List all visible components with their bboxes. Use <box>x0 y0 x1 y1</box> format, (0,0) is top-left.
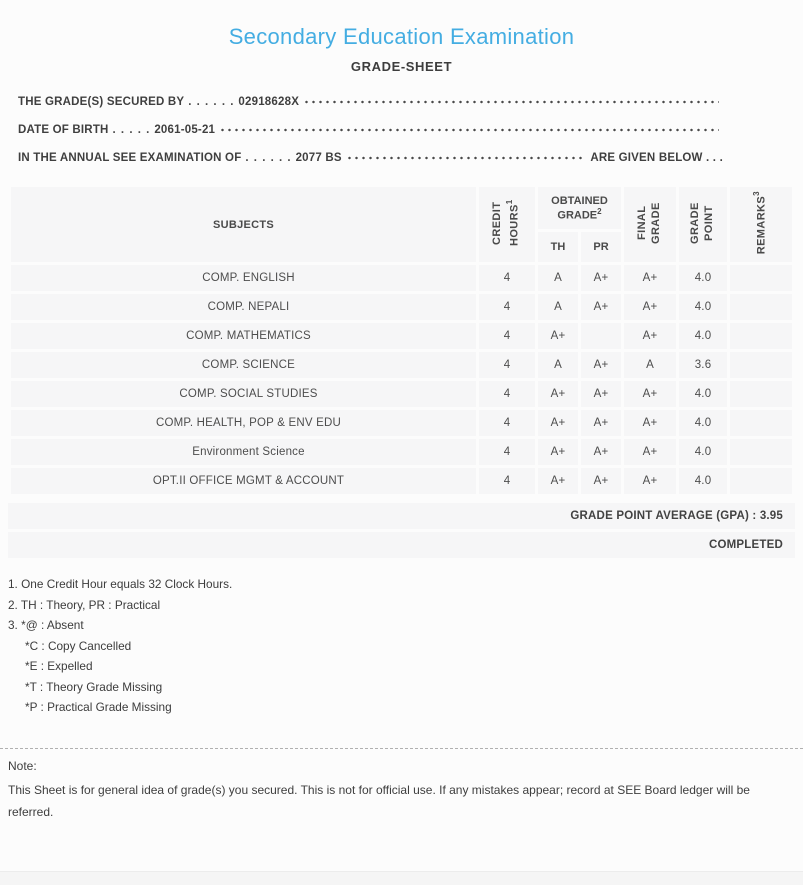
cell-subject: COMP. NEPALI <box>11 294 476 320</box>
cell-practical-grade: A+ <box>581 439 621 465</box>
column-header-theory: TH <box>538 232 578 262</box>
table-row <box>11 439 792 465</box>
cell-credit-hours: 4 <box>479 265 535 291</box>
column-header-obtained-grade <box>538 187 621 229</box>
info-prefix: THE GRADE(S) SECURED BY <box>18 96 185 108</box>
cell-credit-hours: 4 <box>479 352 535 378</box>
footnote-ref-3: 3 <box>752 191 762 197</box>
column-header-final-grade-label: FINAL GRADE <box>636 202 662 244</box>
footnote-practical-missing: *P : Practical Grade Missing <box>25 700 172 714</box>
cell-final-grade: A+ <box>624 439 676 465</box>
table-row <box>11 468 792 494</box>
cell-remarks <box>730 410 792 436</box>
cell-subject: COMP. HEALTH, POP & ENV EDU <box>11 410 476 436</box>
symbol-number-value: 02918628X <box>238 96 300 108</box>
footnote-expelled: *E : Expelled <box>25 659 93 673</box>
footnote-ref-2: 2 <box>597 206 602 216</box>
column-header-grade-point-label: GRADE POINT <box>689 202 715 244</box>
info-line-examination-year <box>18 144 723 172</box>
page-subtitle: GRADE-SHEET <box>350 59 453 74</box>
note-section <box>0 748 803 823</box>
cell-subject: OPT.II OFFICE MGMT & ACCOUNT <box>11 468 476 494</box>
page-title: Secondary Education Examination <box>228 24 575 49</box>
cell-final-grade: A+ <box>624 265 676 291</box>
gpa-value: 3.95 <box>759 510 783 522</box>
cell-final-grade: A+ <box>624 381 676 407</box>
info-line-grades-secured-by <box>18 88 723 116</box>
cell-remarks <box>730 294 792 320</box>
cell-credit-hours: 4 <box>479 410 535 436</box>
info-suffix: ARE GIVEN BELOW . . . <box>590 152 723 164</box>
cell-subject: COMP. ENGLISH <box>11 265 476 291</box>
cell-credit-hours: 4 <box>479 381 535 407</box>
footnote-ref-1: 1 <box>505 199 515 205</box>
cell-final-grade: A <box>624 352 676 378</box>
footnote-credit-hour: 1. One Credit Hour equals 32 Clock Hours. <box>8 577 233 591</box>
table-row <box>11 294 792 320</box>
completion-status-row <box>8 532 795 558</box>
cell-theory-grade: A+ <box>538 323 578 349</box>
dot-leader-fill <box>219 128 719 132</box>
cell-subject: COMP. SCIENCE <box>11 352 476 378</box>
gpa-row <box>8 503 795 529</box>
cell-remarks <box>730 323 792 349</box>
cell-practical-grade: A+ <box>581 294 621 320</box>
cell-practical-grade: A+ <box>581 468 621 494</box>
cell-final-grade: A+ <box>624 410 676 436</box>
dot-leader-text: . . . . . <box>112 124 151 136</box>
cell-practical-grade: A+ <box>581 352 621 378</box>
footnote-th-pr: 2. TH : Theory, PR : Practical <box>8 597 161 612</box>
cell-grade-point: 4.0 <box>679 265 727 291</box>
cell-final-grade: A+ <box>624 468 676 494</box>
cell-subject: COMP. MATHEMATICS <box>11 323 476 349</box>
info-prefix: IN THE ANNUAL SEE EXAMINATION OF <box>18 152 242 164</box>
cell-final-grade: A+ <box>624 323 676 349</box>
column-header-grade-point <box>679 187 727 262</box>
footer-strip <box>0 871 803 885</box>
exam-year-value: 2077 BS <box>295 152 342 164</box>
cell-practical-grade: A+ <box>581 381 621 407</box>
cell-final-grade: A+ <box>624 294 676 320</box>
info-line-date-of-birth <box>18 116 723 144</box>
cell-theory-grade: A+ <box>538 381 578 407</box>
dot-leader-text: . . . . . . <box>188 96 235 108</box>
cell-grade-point: 4.0 <box>679 410 727 436</box>
status-badge: COMPLETED <box>709 539 783 551</box>
grades-table <box>8 184 795 497</box>
info-prefix: DATE OF BIRTH <box>18 124 109 136</box>
column-header-practical: PR <box>581 232 621 262</box>
cell-credit-hours: 4 <box>479 294 535 320</box>
column-header-obtained-grade-label: OBTAINED GRADE <box>551 194 608 222</box>
summary-section <box>8 503 795 558</box>
footnote-absent: 3. *@ : Absent <box>8 618 84 632</box>
grades-table-body <box>11 265 792 494</box>
dot-leader-fill <box>346 156 587 160</box>
cell-credit-hours: 4 <box>479 439 535 465</box>
cell-remarks <box>730 381 792 407</box>
column-header-credit-hours-label: CREDIT HOURS <box>491 201 521 247</box>
cell-subject: COMP. SOCIAL STUDIES <box>11 381 476 407</box>
table-row <box>11 352 792 378</box>
cell-practical-grade <box>581 323 621 349</box>
cell-grade-point: 4.0 <box>679 294 727 320</box>
cell-subject: Environment Science <box>11 439 476 465</box>
cell-theory-grade: A+ <box>538 410 578 436</box>
footnote-copy-cancelled: *C : Copy Cancelled <box>25 638 132 653</box>
cell-grade-point: 4.0 <box>679 381 727 407</box>
note-text: This Sheet is for general idea of grade(s) you secured. This is not for official use. If any mistakes appear; record at SEE Board ledger will be referred. <box>8 782 750 819</box>
table-row <box>11 410 792 436</box>
column-header-remarks <box>730 187 792 262</box>
table-row <box>11 381 792 407</box>
cell-theory-grade: A <box>538 265 578 291</box>
cell-practical-grade: A+ <box>581 410 621 436</box>
date-of-birth-value: 2061-05-21 <box>154 124 216 136</box>
table-row <box>11 265 792 291</box>
cell-practical-grade: A+ <box>581 265 621 291</box>
dot-leader-text: . . . . . . <box>245 152 292 164</box>
cell-remarks <box>730 439 792 465</box>
column-header-final-grade <box>624 187 676 262</box>
column-header-remarks-label: REMARKS <box>755 196 768 255</box>
note-label: Note: <box>8 758 37 773</box>
cell-grade-point: 3.6 <box>679 352 727 378</box>
grades-table-header <box>11 187 792 262</box>
info-lines <box>18 88 723 172</box>
cell-grade-point: 4.0 <box>679 468 727 494</box>
dot-leader-fill <box>303 100 719 104</box>
table-row <box>11 323 792 349</box>
cell-theory-grade: A <box>538 352 578 378</box>
cell-credit-hours: 4 <box>479 468 535 494</box>
column-header-credit-hours <box>479 187 535 262</box>
cell-theory-grade: A+ <box>538 468 578 494</box>
cell-grade-point: 4.0 <box>679 323 727 349</box>
footnote-theory-missing: *T : Theory Grade Missing <box>25 679 163 694</box>
column-header-subjects: SUBJECTS <box>11 187 476 262</box>
gpa-label: GRADE POINT AVERAGE (GPA) : <box>570 510 757 522</box>
cell-remarks <box>730 468 792 494</box>
cell-remarks <box>730 265 792 291</box>
cell-credit-hours: 4 <box>479 323 535 349</box>
cell-remarks <box>730 352 792 378</box>
cell-grade-point: 4.0 <box>679 439 727 465</box>
footnotes-section <box>8 574 795 718</box>
cell-theory-grade: A <box>538 294 578 320</box>
cell-theory-grade: A+ <box>538 439 578 465</box>
